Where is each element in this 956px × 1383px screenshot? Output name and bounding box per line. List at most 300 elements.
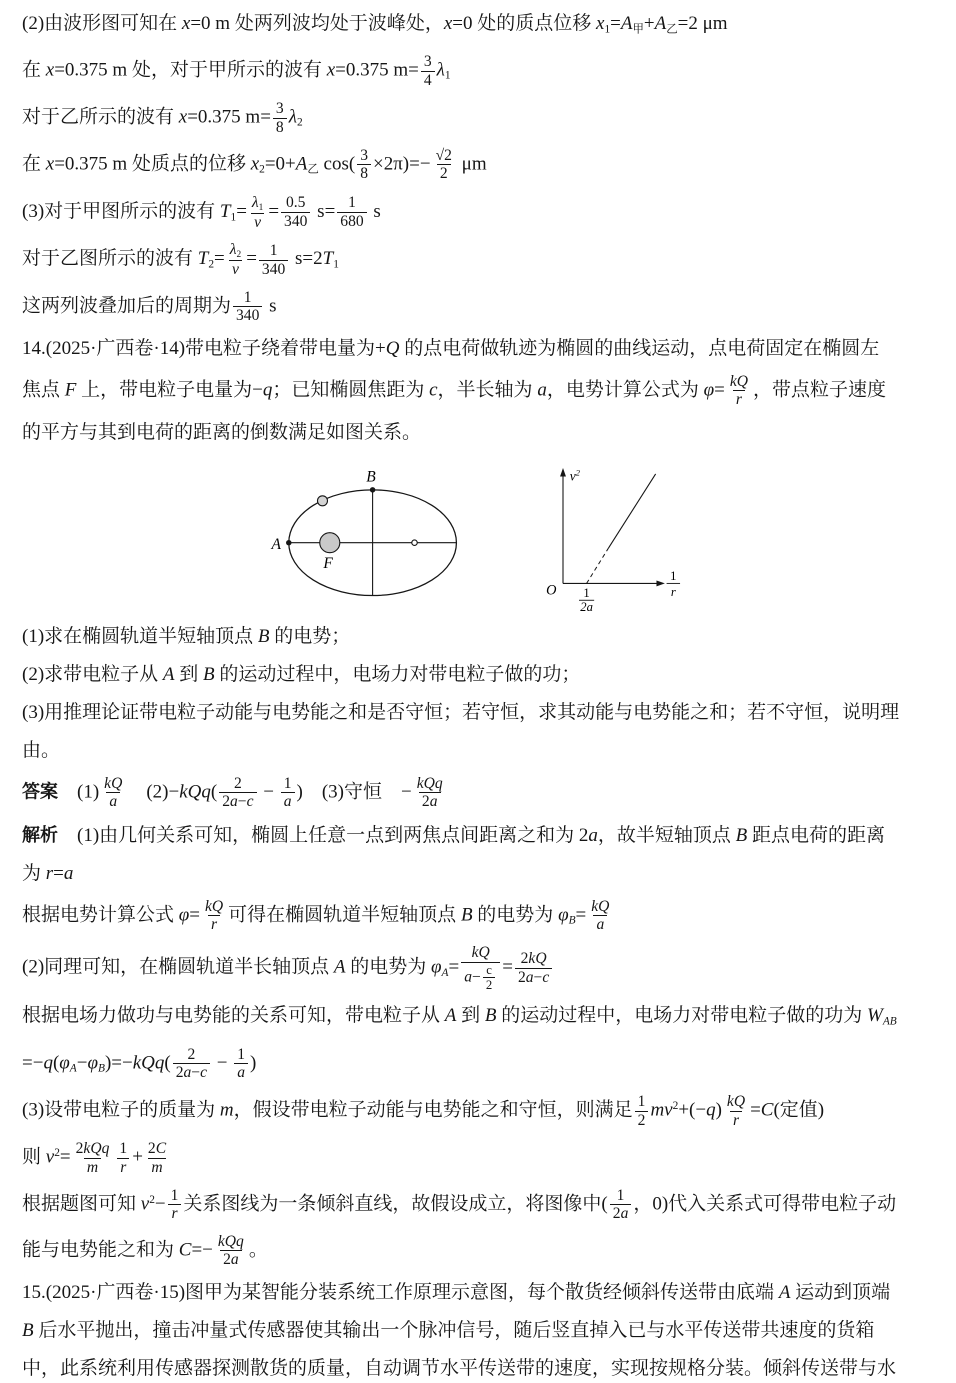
text-run: A [295, 153, 308, 175]
wave-sol-line-5 [22, 194, 934, 232]
text-run: A [654, 13, 667, 34]
problem-14-intro-1 [22, 335, 934, 363]
text-run: a [588, 824, 598, 846]
text-run: = [448, 956, 460, 978]
charged-particle [317, 496, 327, 506]
fraction-denominator [273, 118, 287, 136]
text-run: = [214, 248, 225, 270]
text-run: 2 [222, 793, 230, 811]
text-run: B [97, 1062, 105, 1075]
text-run: s= [312, 200, 336, 222]
origin-label: O [545, 582, 556, 599]
text-run: =0 处的质点位移 [452, 13, 596, 34]
text-run: B [203, 663, 215, 685]
fraction-denominator [148, 1158, 165, 1176]
text-run: =0.375 m= [187, 106, 271, 128]
text-run: W [867, 1005, 883, 1027]
fraction [215, 1233, 247, 1269]
text-run: =− [22, 1051, 44, 1073]
x-axis-label-num: 1 [669, 568, 676, 583]
text-run: a [229, 793, 238, 811]
text-run: = [268, 200, 280, 222]
text-run: 2 [233, 774, 242, 792]
text-run: − [191, 1064, 201, 1082]
text-run: AB [882, 1015, 897, 1028]
text-run: φ [558, 903, 569, 925]
fraction-denominator [219, 792, 256, 810]
text-run: =− [191, 1239, 213, 1261]
text-run: 能与电势能之和为 [22, 1239, 179, 1261]
text-run: 运动到顶端 [790, 1281, 891, 1303]
wave-sol-line-2 [22, 53, 934, 90]
text-run: 2 [54, 1147, 60, 1160]
text-run: 在 [22, 153, 46, 175]
text-run: kQq [179, 780, 211, 802]
text-run: ( [52, 1051, 60, 1073]
text-run: 1 [616, 1187, 625, 1205]
fraction-numerator [469, 944, 493, 961]
text-run: v [140, 1193, 150, 1215]
text-run: 2 [612, 1205, 621, 1223]
text-run: =0+ [264, 153, 296, 175]
text-run: cos( [318, 153, 356, 175]
text-run: 的运动过程中，电场力对带电粒子做的功； [214, 663, 581, 685]
text-run: − [154, 1193, 166, 1215]
graph-line-solid [608, 474, 655, 548]
fraction-denominator [229, 260, 242, 278]
text-run: = [502, 956, 513, 978]
point-charge-F [319, 533, 339, 553]
text-run: C [178, 1239, 192, 1261]
text-run: − [212, 1051, 233, 1073]
text-run: kQq [83, 1140, 110, 1158]
fraction-denominator [84, 1158, 101, 1176]
text-run: r [732, 1111, 740, 1129]
fraction-numerator [227, 241, 244, 260]
fraction-numerator [273, 100, 287, 117]
text-run: = [53, 862, 64, 884]
text-run: a [109, 793, 118, 811]
fraction-denominator [730, 1111, 742, 1129]
text-run: s=2 [290, 248, 323, 270]
text-run: 后水平抛出，撞击冲量式传感器使其输出一个脉冲信号，随后竖直掉入已与水平传送带共速度的货箱 [33, 1319, 875, 1341]
analysis-line-2 [22, 860, 934, 888]
problem-15-intro-1 [22, 1279, 934, 1307]
text-run: √2 [435, 146, 452, 164]
text-run: 680 [340, 212, 364, 230]
analysis-line-4 [22, 944, 934, 992]
text-run: q [706, 1099, 716, 1121]
text-run: a [537, 379, 547, 401]
text-run: 1 [258, 202, 264, 213]
fraction [219, 775, 256, 811]
text-run: (2)求带电粒子从 [22, 663, 163, 685]
text-run: a [237, 1064, 246, 1082]
text-run: x [596, 13, 605, 34]
text-run: λ [251, 193, 259, 211]
text-run: x [45, 153, 55, 175]
text-run: 2 [520, 950, 529, 968]
text-run: 2 [147, 1140, 156, 1158]
text-run: 中，此系统利用传感器探测散货的质量，自动调节水平传送带的速度，实现按规格分装。倾斜传送带与水 [22, 1357, 897, 1379]
text-run: (2)同理可知，在椭圆轨道半长轴顶点 [22, 956, 334, 978]
text-run: 则 [22, 1146, 46, 1168]
text-run: − [472, 968, 481, 986]
text-run: m [219, 1099, 234, 1121]
fraction [281, 775, 295, 811]
text-run: C [760, 1099, 774, 1121]
fraction-numerator [724, 1093, 748, 1110]
fraction-denominator [281, 212, 310, 230]
text-run: A [441, 967, 449, 980]
fraction-denominator [337, 212, 366, 230]
text-run: 1 [283, 774, 292, 792]
problem-14-intro-3 [22, 419, 934, 447]
text-run: (1) [58, 780, 100, 802]
text-run: 的运动过程中，电场力对带电粒子做的功为 [496, 1005, 868, 1027]
text-run: kQ [528, 950, 547, 968]
fraction [414, 775, 446, 811]
fraction-denominator [173, 1063, 210, 1081]
text-run: 在 [22, 59, 46, 81]
fraction-denominator [259, 260, 288, 278]
text-run: B [22, 1319, 34, 1341]
text-run: 为 [22, 862, 46, 884]
text-run: =0.375 m= [335, 59, 419, 81]
text-run: x [181, 13, 191, 34]
text-run: = [189, 903, 200, 925]
text-run: 根据题图可知 [22, 1193, 141, 1215]
text-run: 8 [275, 118, 284, 136]
text-run: = [236, 200, 247, 222]
text-run: = [610, 13, 621, 34]
text-run: 2 [672, 1100, 679, 1113]
figure-row [22, 457, 934, 613]
text-run: s [368, 200, 381, 222]
y-axis-label: $v^2$ [569, 467, 580, 484]
text-run: q [262, 379, 273, 401]
text-run: (定值) [773, 1099, 825, 1121]
text-run: c [246, 793, 254, 811]
fraction-denominator [733, 390, 745, 408]
fraction-numerator [116, 1140, 130, 1157]
text-run: A [444, 1005, 457, 1027]
ellipse-label-B: B [365, 468, 376, 486]
wave-sol-line-7 [22, 289, 934, 325]
text-run: s [264, 295, 277, 317]
question-14-2 [22, 661, 934, 689]
fraction-numerator [73, 1140, 113, 1157]
text-run: − [237, 793, 247, 811]
fraction [281, 194, 310, 230]
text-run: ) [250, 1051, 257, 1073]
text-run: − [76, 1051, 88, 1073]
fraction-denominator [635, 1111, 649, 1129]
text-run: 8 [360, 165, 368, 183]
fraction [727, 373, 751, 409]
text-run: 1 [119, 1140, 128, 1158]
problem-15-intro-3 [22, 1355, 934, 1383]
text-run: =0.375 m 处，对于甲所示的波有 [54, 59, 327, 81]
problem-14-intro-2 [22, 373, 934, 409]
text-run: 关系图线为一条倾斜直线，故假设成立，将图像中( [183, 1193, 608, 1215]
text-run: =0.375 m 处质点的位移 [54, 153, 251, 175]
text-run: 。 [248, 1239, 268, 1261]
text-run: 340 [284, 212, 308, 230]
text-run: λ [436, 59, 445, 81]
text-run: ( [210, 780, 218, 802]
text-run: 1 [230, 211, 237, 224]
text-run: φ [87, 1051, 98, 1073]
text-run: B [257, 625, 270, 647]
fraction-numerator [267, 242, 281, 259]
fraction [635, 1093, 649, 1129]
fraction [259, 242, 288, 278]
text-run: B [460, 903, 473, 925]
text-run: kQ [726, 1093, 746, 1111]
text-run: 340 [236, 307, 260, 325]
fraction-numerator [281, 775, 295, 792]
fraction-numerator [483, 963, 495, 977]
fraction-denominator [233, 306, 262, 324]
fraction [610, 1187, 632, 1223]
fraction-denominator [483, 977, 495, 992]
point-A-dot [286, 540, 291, 545]
text-run: ，故半短轴顶点 [597, 824, 736, 846]
text-run: 1 [237, 1045, 246, 1063]
text-run: )=− [104, 1051, 133, 1073]
text-run: A [333, 956, 346, 978]
text-run: T [219, 200, 231, 222]
graph-line-dashed [586, 548, 608, 583]
text-run: ) [715, 1099, 722, 1121]
text-run: (3)用推理论证带电粒子动能与电势能之和是否守恒；若守恒，求其动能与电势能之和；若不守恒，说明理 [22, 701, 900, 723]
text-run: + [132, 1146, 143, 1168]
text-run: 对于乙所示的波有 [22, 106, 179, 128]
question-14-3a [22, 699, 934, 727]
text-run: kQq [132, 1051, 165, 1073]
text-run: 甲 [632, 23, 644, 36]
analysis-line-8 [22, 1139, 934, 1176]
fraction-numerator [421, 53, 435, 70]
fraction-denominator [357, 164, 371, 182]
text-run: ×2π)=− [373, 153, 431, 175]
text-run: 2 [223, 1251, 231, 1269]
text-run: +(− [678, 1099, 707, 1121]
question-14-3b [22, 737, 934, 765]
analysis-line-6 [22, 1046, 934, 1083]
fraction-numerator [145, 1140, 169, 1157]
text-run: c [429, 379, 438, 401]
text-run: c [542, 968, 550, 986]
text-run: x [45, 59, 55, 81]
text-run: r [211, 915, 218, 933]
fraction-denominator [251, 213, 264, 231]
text-run: 14.(2025·广西卷·14)带电粒子绕着带电量为+ [22, 337, 386, 359]
analysis-line-5 [22, 1002, 934, 1035]
text-run: a [525, 968, 534, 986]
text-run: 2 [187, 1045, 196, 1063]
text-run: 到 [174, 663, 204, 685]
text-run: − [258, 780, 279, 802]
fraction [173, 1046, 210, 1082]
analysis-line-1 [22, 821, 934, 850]
fraction-denominator [208, 915, 220, 933]
text-run: A [620, 13, 633, 34]
text-run: = [714, 379, 725, 401]
fraction [515, 950, 552, 986]
text-run: = [750, 1099, 761, 1121]
fraction-numerator [727, 373, 751, 390]
text-run: 2 [421, 793, 430, 811]
fraction [724, 1093, 748, 1129]
fraction-numerator [231, 775, 245, 792]
v2-vs-1r-graph [531, 457, 691, 613]
text-run: − [533, 968, 543, 986]
fraction-numerator [433, 147, 455, 164]
text-run: ，假设带电粒子动能与电势能之和守恒，则满足 [233, 1099, 633, 1121]
text-run: ( [164, 1051, 171, 1073]
fraction [116, 1140, 130, 1176]
text-run: 2 [175, 1064, 184, 1082]
text-run: 到 [456, 1005, 485, 1027]
fraction [421, 53, 435, 89]
text-run: kQq [217, 1232, 244, 1250]
analysis-line-3 [22, 898, 934, 935]
text-run: x [178, 106, 188, 128]
section-label: 解析 [22, 824, 58, 845]
text-run: 3 [360, 146, 368, 164]
text-run: a [183, 1064, 192, 1082]
y-axis-arrow [560, 468, 566, 476]
text-run: = [59, 1146, 71, 1168]
text-run: 上，带电粒子电量为− [76, 379, 263, 401]
text-run: ，半长轴为 [437, 379, 538, 401]
text-run: 2 [637, 1111, 646, 1129]
fraction-numerator [184, 1046, 198, 1063]
text-run: 2 [236, 250, 242, 260]
text-run: 根据电场力做功与电势能的关系可知，带电粒子从 [22, 1005, 445, 1027]
text-run: r [171, 1205, 178, 1223]
text-run: 的电势为 [345, 956, 432, 978]
text-run: a [283, 793, 292, 811]
wave-sol-line-4 [22, 147, 934, 184]
text-run: x [326, 59, 336, 81]
text-run: 4 [423, 71, 432, 89]
text-run: Q [385, 337, 400, 359]
fraction-numerator [202, 898, 226, 915]
text-run: 的平方与其到电荷的距离的倒数满足如图关系。 [22, 421, 422, 443]
text-run: B [568, 914, 576, 927]
analysis-line-10 [22, 1233, 934, 1269]
text-run: (1)由几何关系可知，椭圆上任意一点到两焦点间距离之和为 2 [58, 824, 589, 846]
text-run: 乙 [307, 163, 319, 176]
text-run: 对于乙图所示的波有 [22, 248, 198, 270]
text-run: λ [288, 106, 297, 128]
text-run: φ [703, 379, 715, 401]
text-run: kQ [591, 897, 610, 915]
text-run: m [86, 1158, 99, 1176]
text-run: x [250, 153, 260, 175]
text-run: 2 [439, 165, 448, 183]
text-run: kQ [471, 944, 490, 962]
text-run: c [200, 1064, 208, 1082]
text-run: 15.(2025·广西卷·15)图甲为某智能分装系统工作原理示意图，每个散货经倾斜传送带由底端 [22, 1281, 779, 1303]
text-run: ，0)代入关系式可得带电粒子动 [633, 1193, 897, 1215]
question-14-1 [22, 623, 934, 651]
text-run: 1 [637, 1093, 646, 1111]
x-axis-label-den: r [670, 584, 676, 599]
text-run: a [429, 793, 438, 811]
fraction-denominator [281, 792, 295, 810]
text-run: 3 [275, 100, 284, 118]
analysis-line-7 [22, 1092, 934, 1129]
text-run: φ [431, 956, 442, 978]
fraction [249, 194, 266, 232]
text-run: ) (3)守恒 − [296, 780, 412, 802]
text-run: 这两列波叠加后的周期为 [22, 295, 232, 317]
fraction [461, 944, 500, 992]
fraction [234, 1046, 248, 1082]
fraction-numerator [518, 950, 550, 967]
text-run: q [43, 1051, 53, 1073]
text-run: 焦点 [22, 379, 65, 401]
text-run: m [151, 1158, 163, 1176]
text-run: 2 [259, 163, 265, 176]
fraction-denominator [593, 915, 607, 933]
fraction-numerator [241, 289, 255, 306]
text-run: 乙 [666, 23, 678, 36]
fraction-numerator [168, 1187, 182, 1204]
fraction-numerator [614, 1187, 628, 1204]
text-run: r [735, 391, 742, 409]
text-run: B [735, 824, 748, 846]
text-run: 1 [348, 194, 356, 212]
fraction [202, 898, 226, 934]
text-run: kQ [729, 372, 748, 390]
fraction-numerator [234, 1046, 248, 1063]
text-run: r [120, 1158, 127, 1176]
text-run: (1)求在椭圆轨道半短轴顶点 [22, 625, 258, 647]
text-run: 1 [333, 258, 339, 271]
text-run: =0 m 处两列波均处于波峰处， [190, 13, 444, 34]
fraction [101, 775, 125, 811]
text-run: v [45, 1146, 55, 1168]
text-run: 2 [208, 258, 215, 271]
fraction [433, 147, 455, 183]
fraction-denominator [437, 164, 451, 182]
text-run: 2 [485, 977, 493, 992]
text-run: 1 [444, 70, 451, 83]
text-run: 的点电荷做轨迹为椭圆的曲线运动，点电荷固定在椭圆左 [399, 337, 880, 359]
fraction-denominator [106, 792, 120, 810]
text-run: v [232, 261, 239, 279]
ellipse-orbit-figure [266, 466, 471, 603]
fraction [273, 100, 287, 136]
fraction-numerator [283, 194, 308, 211]
text-run: 的电势； [269, 625, 351, 647]
fraction [337, 194, 366, 230]
fraction [73, 1140, 113, 1176]
text-run: A [69, 1062, 77, 1075]
text-run: F [64, 379, 77, 401]
tick-label-den: 2a [579, 599, 593, 613]
fraction-denominator [117, 1158, 129, 1176]
text-run: ，带点粒子速度 [752, 379, 886, 401]
fraction [227, 241, 244, 279]
fraction-denominator [168, 1204, 180, 1222]
text-run: 2 [517, 968, 526, 986]
